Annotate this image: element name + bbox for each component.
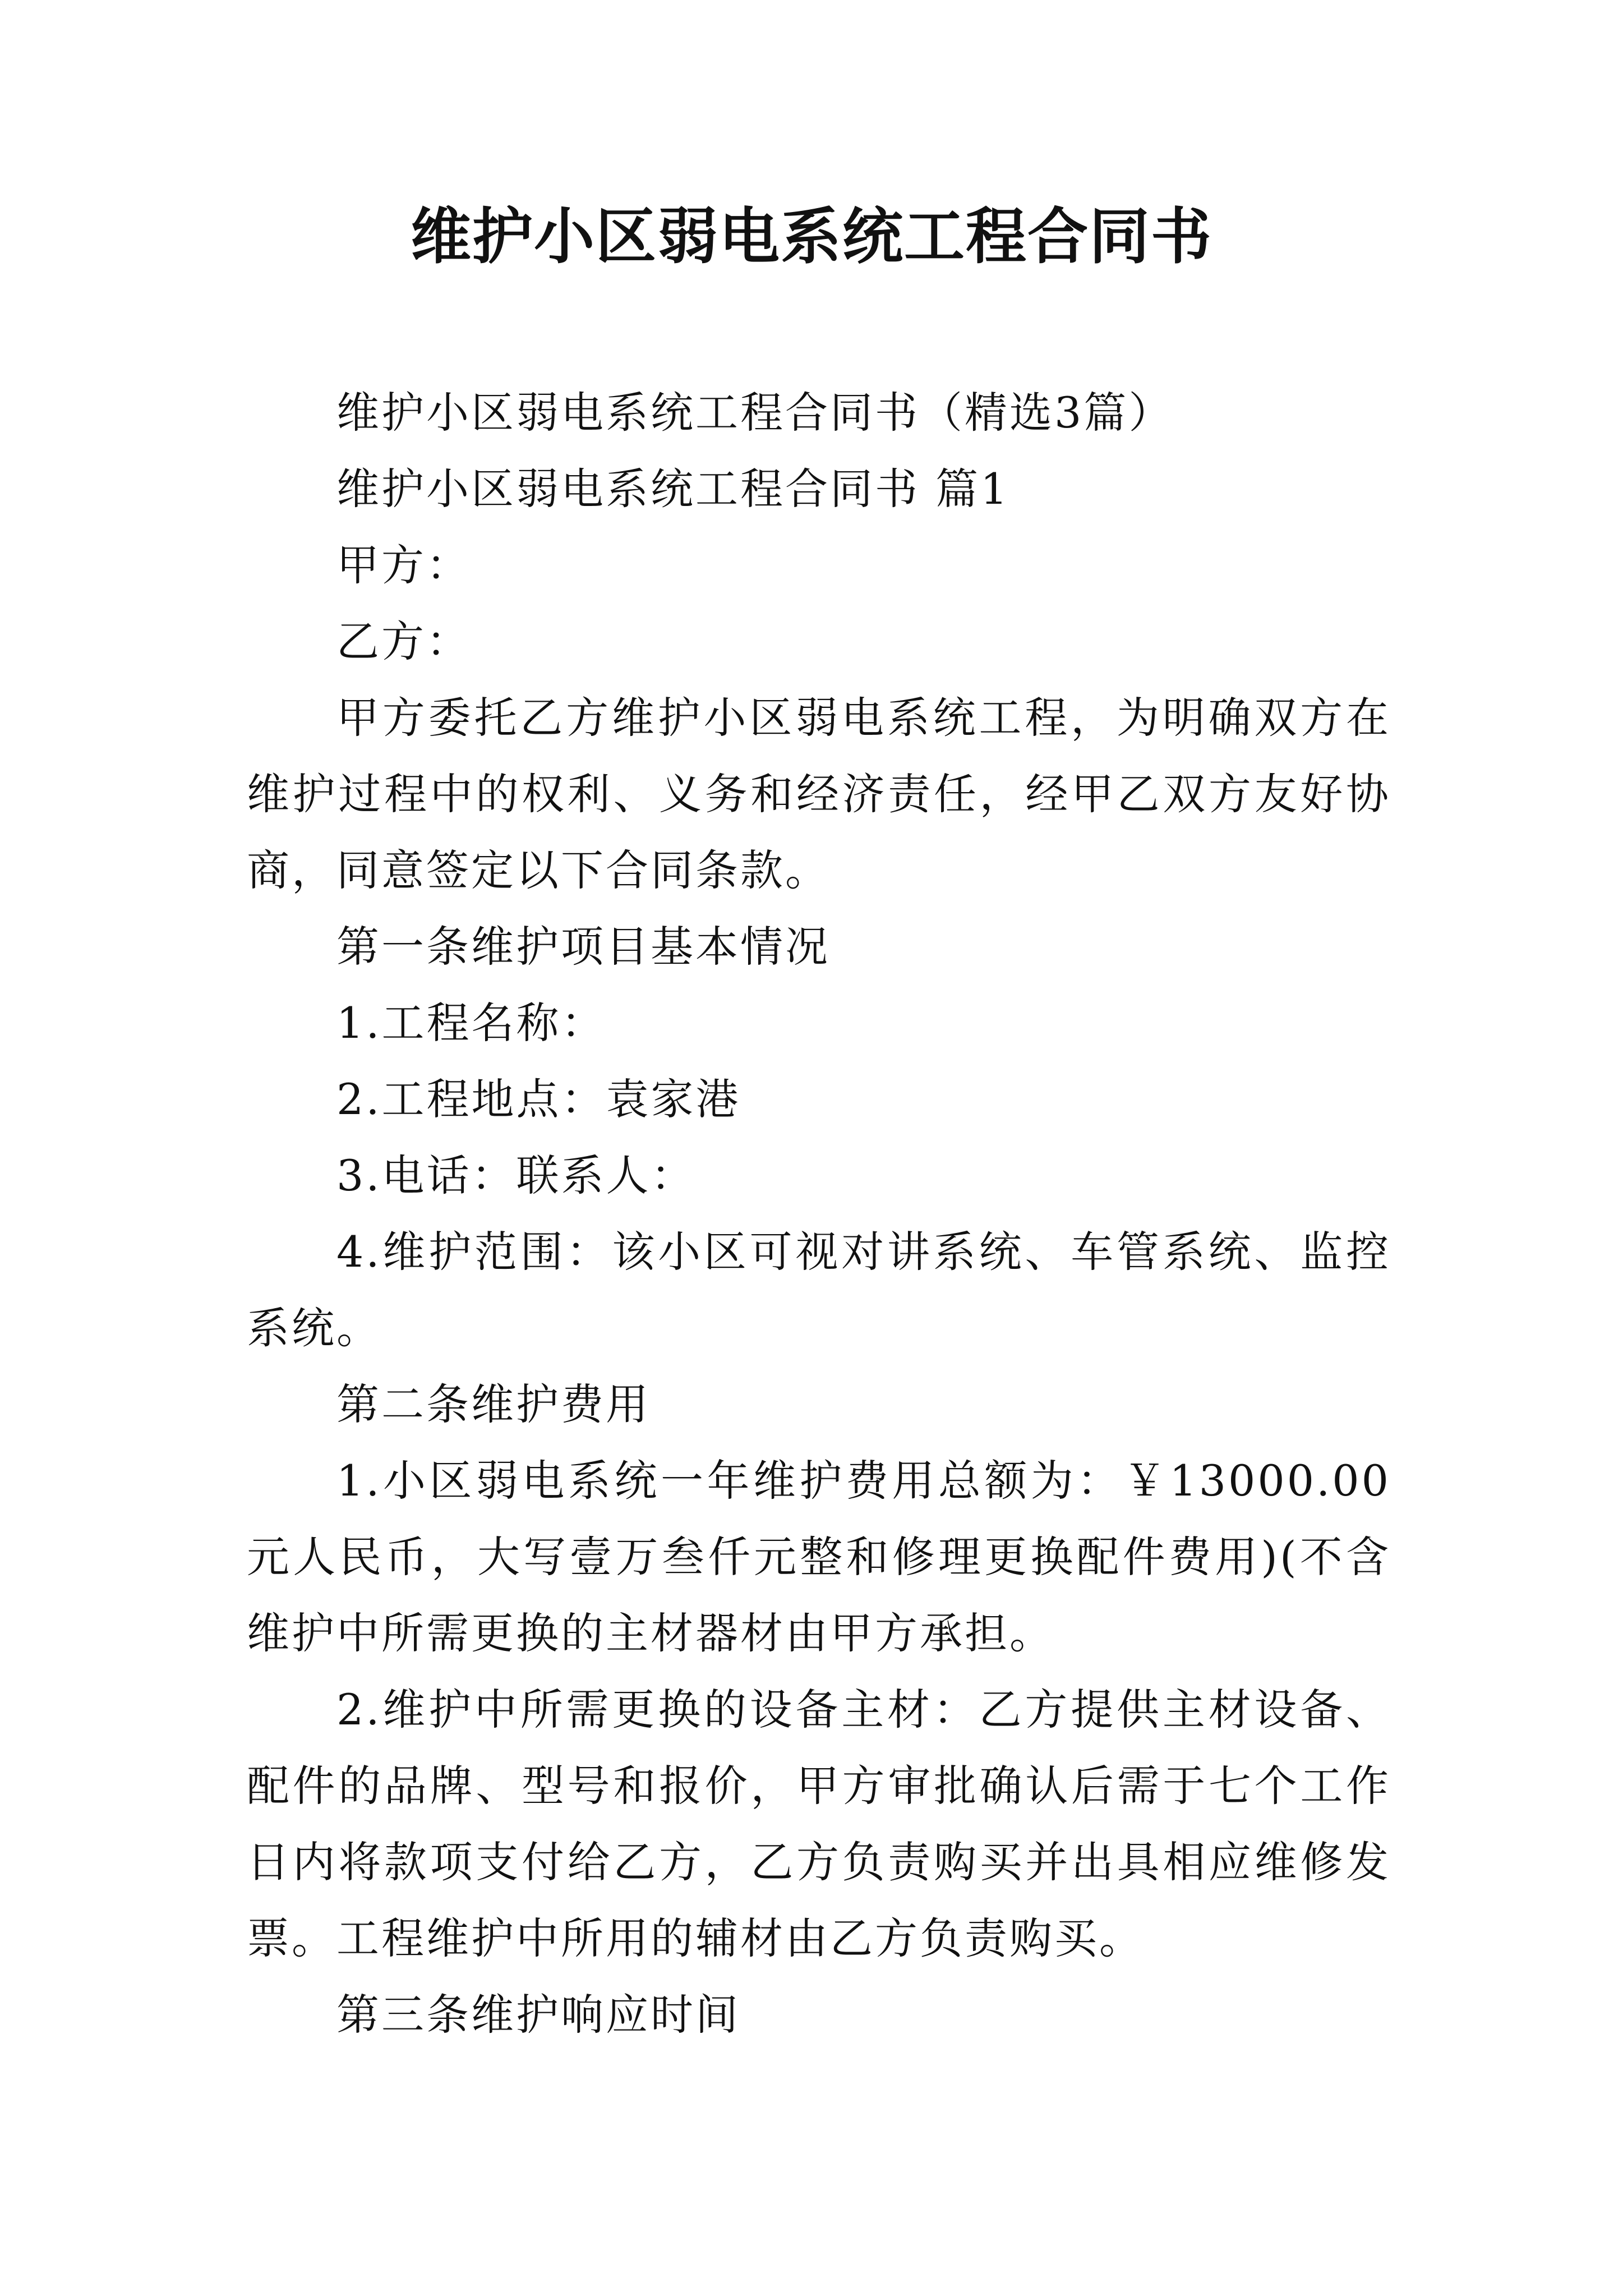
paragraph-project-name: 1.工程名称：	[336, 998, 606, 1048]
paragraph-subtitle: 维护小区弱电系统工程合同书（精选3篇）	[336, 388, 1174, 438]
paragraph-replacement-materials: 2.维护中所需更换的设备主材：乙方提供主材设备、配件的品牌、型号和报价，甲方审批确认后需于七个工作日内将款项支付给乙方，乙方负责购买并出具相应维修发票。工程维护中所用的辅材由乙方负责购买。	[247, 1685, 1391, 1963]
document-title: 维护小区弱电系统工程合同书	[410, 201, 1212, 272]
paragraph-article-2: 第二条维护费用	[336, 1379, 651, 1429]
document-body	[247, 375, 1391, 2053]
paragraph-scope: 4.维护范围：该小区可视对讲系统、车管系统、监控系统。	[247, 1227, 1391, 1353]
paragraph-fee-total: 1.小区弱电系统一年维护费用总额为：￥13000.00元人民币，大写壹万叁仟元整和修理更换配件费用)(不含维护中所需更换的主材器材由甲方承担。	[247, 1456, 1391, 1658]
paragraph-party-a: 甲方：	[336, 540, 471, 590]
paragraph-preamble: 甲方委托乙方维护小区弱电系统工程，为明确双方在维护过程中的权利、义务和经济责任，经甲乙双方友好协商，同意签定以下合同条款。	[247, 693, 1391, 895]
paragraph-article-1: 第一条维护项目基本情况	[336, 922, 830, 972]
paragraph-section-heading: 维护小区弱电系统工程合同书 篇1	[336, 464, 1010, 514]
paragraph-project-location: 2.工程地点：袁家港	[336, 1074, 741, 1124]
paragraph-contact: 3.电话：联系人：	[336, 1151, 696, 1200]
paragraph-party-b: 乙方：	[336, 616, 471, 666]
paragraph-article-3: 第三条维护响应时间	[336, 1990, 740, 2040]
